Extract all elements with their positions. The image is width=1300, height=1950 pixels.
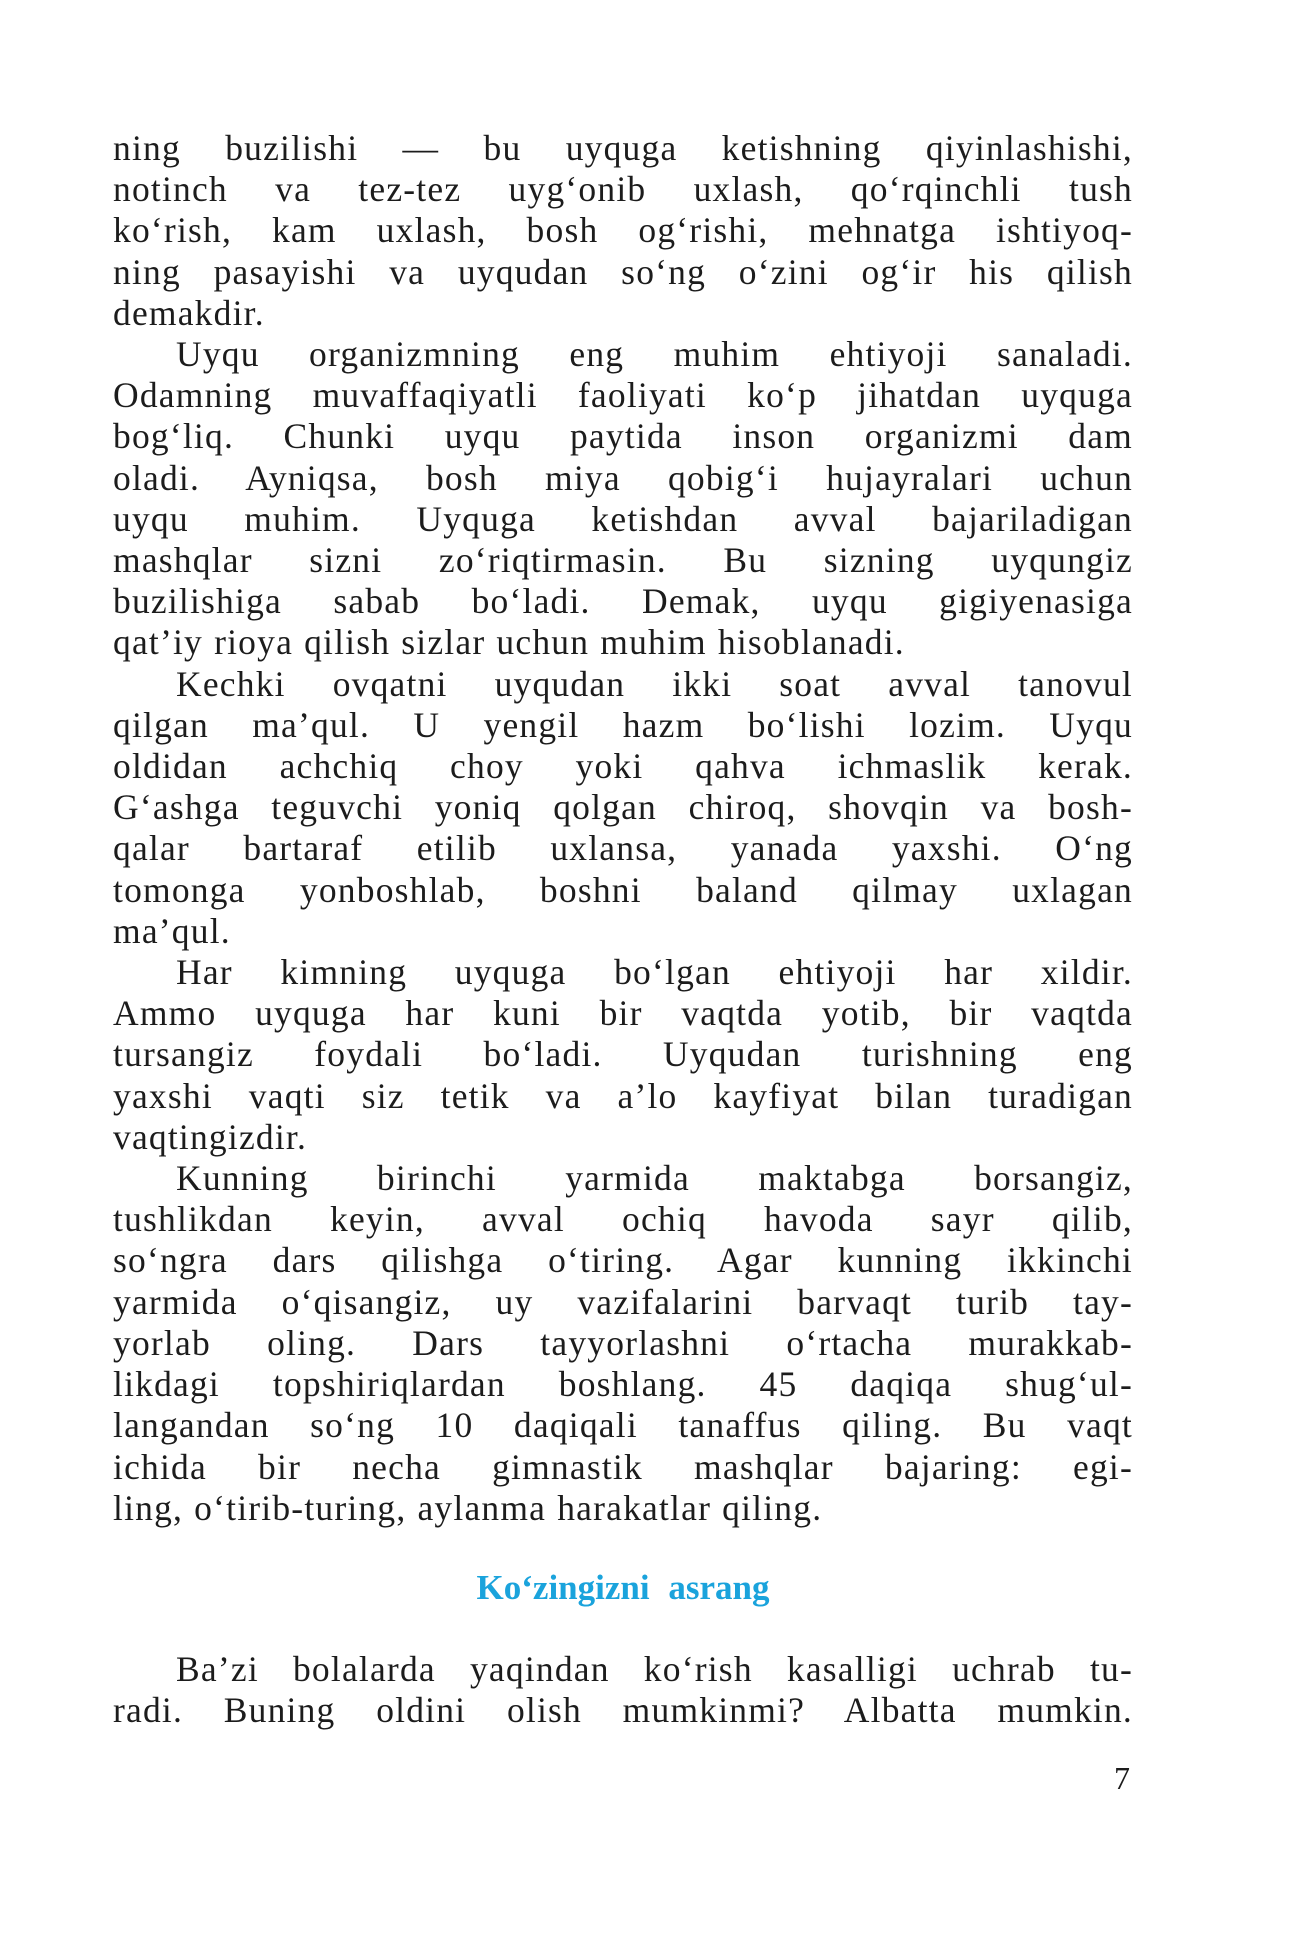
text-line: yarmida o‘qisangiz, uy vazifalarini barvaqt turib tay- xyxy=(113,1281,1133,1322)
text-line: qat’iy rioya qilish sizlar uchun muhim hisoblanadi. xyxy=(113,622,905,663)
paragraph xyxy=(113,128,1133,334)
text-line: Kunning birinchi yarmida maktabga borsangiz, xyxy=(176,1158,1133,1199)
text-line: radi. Buning oldini olish mumkinmi? Albatta mumkin. xyxy=(113,1690,1133,1731)
paragraph xyxy=(113,1158,1133,1529)
text-line: mashqlar sizni zo‘riqtirmasin. Bu sizning uyqungiz xyxy=(113,540,1133,581)
paragraph xyxy=(113,952,1133,1158)
text-line: ko‘rish, kam uxlash, bosh og‘rishi, mehnatga ishtiyoq- xyxy=(113,210,1133,251)
text-line: qilgan ma’qul. U yengil hazm bo‘lishi lozim. Uyqu xyxy=(113,704,1133,745)
text-line: vaqtingizdir. xyxy=(113,1116,308,1157)
page-body xyxy=(113,128,1133,1731)
text-line: bog‘liq. Chunki uyqu paytida inson organizmi dam xyxy=(113,416,1133,457)
text-line: ichida bir necha gimnastik mashqlar bajaring: egi- xyxy=(113,1446,1133,1487)
text-line: langandan so‘ng 10 daqiqali tanaffus qiling. Bu vaqt xyxy=(113,1405,1133,1446)
text-line: buzilishiga sabab bo‘ladi. Demak, uyqu gigiyenasiga xyxy=(113,581,1133,622)
text-line: yorlab oling. Dars tayyorlashni o‘rtacha murakkab- xyxy=(113,1322,1133,1363)
text-line: ma’qul. xyxy=(113,910,231,951)
text-line: Kechki ovqatni uyqudan ikki soat avval tanovul xyxy=(176,663,1133,704)
text-block-after-heading xyxy=(113,1649,1133,1731)
text-line: ning pasayishi va uyqudan so‘ng o‘zini og‘ir his qilish xyxy=(113,251,1133,292)
text-line: Ammo uyquga har kuni bir vaqtda yotib, bir vaqtda xyxy=(113,993,1133,1034)
text-line: oladi. Ayniqsa, bosh miya qobig‘i hujayralari uchun xyxy=(113,457,1133,498)
text-line: Ba’zi bolalarda yaqindan ko‘rish kasalligi uchrab tu- xyxy=(176,1648,1133,1689)
text-line: yaxshi vaqti siz tetik va a’lo kayfiyat bilan turadigan xyxy=(113,1075,1133,1116)
section-heading: Ko‘zingizni asrang xyxy=(476,1567,770,1607)
text-line: uyqu muhim. Uyquga ketishdan avval bajariladigan xyxy=(113,498,1133,539)
paragraph xyxy=(113,1649,1133,1731)
text-line: ning buzilishi — bu uyquga ketishning qiyinlashishi, xyxy=(113,128,1133,168)
text-line: tomonga yonboshlab, boshni baland qilmay uxlagan xyxy=(113,869,1133,910)
page-number: 7 xyxy=(1114,1760,1130,1796)
text-line: so‘ngra dars qilishga o‘tiring. Agar kunning ikkinchi xyxy=(113,1240,1133,1281)
text-line: oldidan achchiq choy yoki qahva ichmaslik kerak. xyxy=(113,746,1133,787)
text-line: G‘ashga teguvchi yoniq qolgan chiroq, shovqin va bosh- xyxy=(113,787,1133,828)
paragraph xyxy=(113,664,1133,952)
text-line: qalar bartaraf etilib uxlansa, yanada yaxshi. O‘ng xyxy=(113,828,1133,869)
text-line: demakdir. xyxy=(113,292,265,333)
text-line: Odamning muvaffaqiyatli faoliyati ko‘p jihatdan uyquga xyxy=(113,375,1133,416)
text-line: notinch va tez-tez uyg‘onib uxlash, qo‘rqinchli tush xyxy=(113,169,1133,210)
text-line: tushlikdan keyin, avval ochiq havoda sayr qilib, xyxy=(113,1199,1133,1240)
text-block xyxy=(113,128,1133,1529)
text-line: tursangiz foydali bo‘ladi. Uyqudan turishning eng xyxy=(113,1034,1133,1075)
text-line: Har kimning uyquga bo‘lgan ehtiyoji har xildir. xyxy=(176,952,1133,993)
text-line: ling, o‘tirib-turing, aylanma harakatlar qiling. xyxy=(113,1487,823,1528)
text-line: Uyqu organizmning eng muhim ehtiyoji sanaladi. xyxy=(176,334,1133,375)
paragraph xyxy=(113,334,1133,664)
text-line: likdagi topshiriqlardan boshlang. 45 daqiqa shug‘ul- xyxy=(113,1364,1133,1405)
